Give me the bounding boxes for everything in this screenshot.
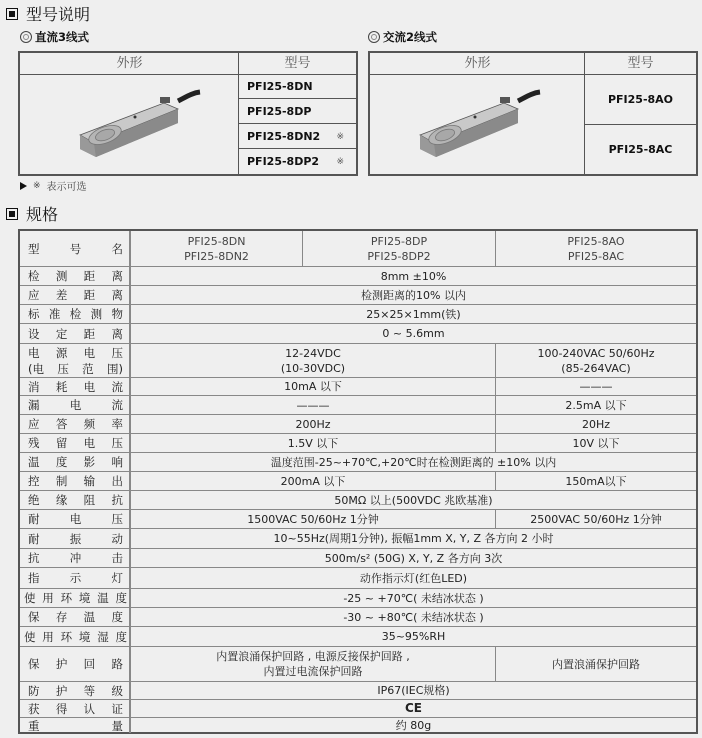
value-cell xyxy=(131,267,696,285)
label-char: 度 xyxy=(115,629,127,644)
label-char: 压 xyxy=(111,436,123,450)
ac-model-table xyxy=(368,51,698,176)
value-cell xyxy=(131,718,696,733)
value-cell xyxy=(131,453,696,471)
label-char: 测 xyxy=(55,269,68,283)
cell-text: IP67(IEC规格) xyxy=(377,684,450,697)
row-label xyxy=(20,510,131,528)
label-char: 率 xyxy=(111,417,123,431)
label-char: 电 xyxy=(69,398,82,412)
header-model-cell xyxy=(302,231,495,266)
label-char: 振 xyxy=(69,531,82,546)
label-char: 应 xyxy=(28,417,40,431)
cell-text: 1500VAC 50/60Hz 1分钟 xyxy=(247,512,379,526)
dc-value-cell xyxy=(131,434,495,452)
label-char: 压 xyxy=(111,345,123,360)
label-line xyxy=(28,361,123,377)
label-char: 电 xyxy=(83,345,96,360)
label-char: 级 xyxy=(111,683,123,698)
cell-text: 动作指示灯(红色LED) xyxy=(359,571,468,585)
cell-text: 50MΩ 以上(500VDC 兆欧基准) xyxy=(334,493,493,507)
label-char: 检 xyxy=(69,307,82,321)
cell-text: 12-24VDC xyxy=(285,346,341,360)
label-char: 检 xyxy=(28,269,40,283)
label-char: 护 xyxy=(55,657,68,671)
spec-row xyxy=(20,472,696,491)
cell-text: 约 80g xyxy=(395,719,432,732)
spec-section-title: 规格 xyxy=(6,202,58,225)
value-cell xyxy=(131,286,696,304)
row-label xyxy=(20,700,131,717)
label-char: 围) xyxy=(106,361,123,376)
label-char: 物 xyxy=(111,307,123,321)
cell-text: PFI25-8AC xyxy=(567,249,625,263)
ac-model-header: 型号 xyxy=(585,53,696,75)
label-char: 定 xyxy=(55,326,68,341)
row-label xyxy=(20,305,131,323)
row-label xyxy=(20,608,131,626)
double-circle-icon xyxy=(20,31,32,43)
spec-row xyxy=(20,491,696,510)
label-char: 缘 xyxy=(55,493,68,507)
spec-row xyxy=(20,305,696,324)
label-char: 抗 xyxy=(111,493,123,507)
label-char: 离 xyxy=(111,269,123,283)
cell-text: 内置浪涌保护回路 , 电源反接保护回路 , xyxy=(216,650,410,663)
row-label xyxy=(20,529,131,548)
label-char: 度 xyxy=(115,591,127,605)
cell-text: 检测距离的10% 以内 xyxy=(361,288,466,302)
label-char: 动 xyxy=(111,531,123,546)
cell-text: ——— xyxy=(296,398,330,412)
row-label xyxy=(20,491,131,509)
square-bullet-icon xyxy=(6,8,18,20)
cell-text: 200Hz xyxy=(295,417,331,431)
cell-text: PFI25-8DN xyxy=(187,234,246,248)
cell-text: -25 ~ +70℃( 未结冰状态 ) xyxy=(343,591,484,605)
value-cell xyxy=(131,682,696,699)
spec-row xyxy=(20,627,696,647)
row-label xyxy=(20,718,131,733)
optional-mark: ※ xyxy=(336,132,344,142)
spec-header-row xyxy=(20,231,696,267)
spec-row xyxy=(20,396,696,415)
label-char: 度 xyxy=(55,455,68,469)
cell-text: 10mA 以下 xyxy=(284,380,342,393)
spec-row xyxy=(20,608,696,627)
ac-subtitle: 交流2线式 xyxy=(368,29,437,45)
square-bullet-icon xyxy=(6,208,18,220)
spec-row xyxy=(20,267,696,286)
label-char: 设 xyxy=(28,326,40,341)
dc-value-cell xyxy=(131,344,495,377)
spec-row xyxy=(20,378,696,396)
spec-row xyxy=(20,700,696,718)
ac-value-cell xyxy=(495,344,696,377)
value-cell xyxy=(131,324,696,343)
cell-text: 25×25×1mm(铁) xyxy=(366,307,461,321)
label-char: 冲 xyxy=(69,551,82,565)
cell-text: 10~55Hz(周期1分钟), 振幅1mm X, Y, Z 各方向 2 小时 xyxy=(273,532,554,545)
ac-value-cell xyxy=(495,434,696,452)
label-char: 等 xyxy=(83,683,96,698)
label-char: 制 xyxy=(55,474,68,488)
cell-text: -30 ~ +80℃( 未结冰状态 ) xyxy=(343,610,484,624)
spec-table xyxy=(18,229,698,734)
label-char: 境 xyxy=(78,591,91,605)
model-section-title: 型号说明 xyxy=(6,2,90,25)
value-cell xyxy=(131,627,696,646)
ac-value-cell xyxy=(495,415,696,433)
row-label xyxy=(20,267,131,285)
model-item: PFI25-8DP2 ※ xyxy=(239,150,356,174)
double-circle-icon xyxy=(368,31,380,43)
label-char: 电 xyxy=(28,345,40,360)
spec-row xyxy=(20,344,696,378)
cell-text: 2.5mA 以下 xyxy=(565,398,627,412)
label-char: 源 xyxy=(55,345,68,360)
ac-value-cell xyxy=(495,472,696,490)
dc-value-cell xyxy=(131,396,495,414)
label-char: 温 xyxy=(28,455,40,469)
label-char: 重 xyxy=(28,718,40,733)
spec-row xyxy=(20,682,696,700)
cell-text: 内置浪涌保护回路 xyxy=(552,657,640,671)
row-label xyxy=(20,378,131,395)
label-char: 湿 xyxy=(97,629,109,644)
label-char: 环 xyxy=(60,591,73,605)
label-char: 量 xyxy=(111,718,123,733)
label-char: 温 xyxy=(97,591,109,605)
label-char: 影 xyxy=(83,455,96,469)
cell-text: 8mm ±10% xyxy=(380,269,447,283)
spec-row xyxy=(20,647,696,682)
label-char: 型 xyxy=(28,241,40,256)
spec-row xyxy=(20,286,696,305)
label-char: 距 xyxy=(83,288,96,302)
label-char: 灯 xyxy=(111,571,123,585)
label-char: 阻 xyxy=(83,493,96,507)
label-char: 得 xyxy=(55,701,68,716)
label-char: 电 xyxy=(69,512,82,526)
label-char: 应 xyxy=(28,288,40,302)
cell-text: ——— xyxy=(579,380,613,393)
row-label xyxy=(20,453,131,471)
dc-model-list xyxy=(239,75,356,174)
label-char: 响 xyxy=(111,455,123,469)
label-char: 用 xyxy=(42,629,54,644)
label-char: 度 xyxy=(111,610,123,624)
value-cell xyxy=(131,305,696,323)
label-char: 用 xyxy=(42,591,54,605)
value-cell xyxy=(131,589,696,607)
row-label xyxy=(20,568,131,588)
ac-shape-header: 外形 xyxy=(370,53,585,75)
cell-text: 150mA以下 xyxy=(565,474,627,488)
value-cell xyxy=(131,568,696,588)
cell-text: 100-240VAC 50/60Hz xyxy=(537,346,655,360)
label-char: (电 xyxy=(28,361,44,376)
label-char: 保 xyxy=(28,610,40,624)
value-cell xyxy=(131,549,696,567)
dc-value-cell xyxy=(131,415,495,433)
model-item: PFI25-8DN xyxy=(239,75,356,99)
row-label xyxy=(20,549,131,567)
value-cell xyxy=(131,608,696,626)
label-char: 流 xyxy=(111,398,123,412)
cell-text: 500m/s² (50G) X, Y, Z 各方向 3次 xyxy=(324,551,503,565)
dc-value-cell xyxy=(131,647,495,681)
row-label xyxy=(20,231,131,266)
label-char: 出 xyxy=(111,474,123,488)
label-char: 频 xyxy=(83,417,96,431)
label-char: 指 xyxy=(28,571,40,585)
label-char: 回 xyxy=(83,657,96,671)
ac-value-cell xyxy=(495,378,696,395)
ac-model-list xyxy=(585,75,696,174)
label-char: 绝 xyxy=(28,493,40,507)
label-line xyxy=(28,345,123,361)
model-item: PFI25-8AC xyxy=(608,143,673,156)
spec-row xyxy=(20,415,696,434)
dc-model-header: 型号 xyxy=(239,53,356,75)
cell-text: 2500VAC 50/60Hz 1分钟 xyxy=(530,512,662,526)
optional-mark: ※ xyxy=(336,157,344,167)
spec-row xyxy=(20,324,696,344)
row-label xyxy=(20,324,131,343)
label-char: 离 xyxy=(111,288,123,302)
spec-row xyxy=(20,453,696,472)
row-label xyxy=(20,682,131,699)
header-model-cell xyxy=(131,231,302,266)
label-char: 压 xyxy=(111,512,123,526)
cell-text: PFI25-8DP xyxy=(370,234,428,248)
row-label xyxy=(20,647,131,681)
cell-text: PFI25-8DP2 xyxy=(367,249,431,263)
label-char: 电 xyxy=(83,436,96,450)
label-char: 环 xyxy=(60,629,73,644)
proximity-sensor-icon xyxy=(400,83,550,163)
label-char: 护 xyxy=(55,683,68,698)
dc-shape-header: 外形 xyxy=(20,53,239,75)
row-label xyxy=(20,589,131,607)
optional-note: ※ 表示可选 xyxy=(20,178,87,193)
label-char: 标 xyxy=(28,307,40,321)
model-item: PFI25-8AO xyxy=(585,75,696,125)
label-char: 输 xyxy=(83,474,96,488)
ac-value-cell xyxy=(495,396,696,414)
label-char: 获 xyxy=(28,701,40,716)
header-model-cell xyxy=(495,231,696,266)
spec-row xyxy=(20,510,696,529)
label-char: 温 xyxy=(83,610,96,624)
spec-row xyxy=(20,589,696,608)
label-char: 压 xyxy=(57,361,69,376)
label-char: 击 xyxy=(111,551,123,565)
label-char: 离 xyxy=(111,326,123,341)
row-label xyxy=(20,627,131,646)
ac-value-cell xyxy=(495,647,696,681)
dc-value-cell xyxy=(131,378,495,395)
label-char: 证 xyxy=(111,701,123,716)
row-label xyxy=(20,434,131,452)
proximity-sensor-icon xyxy=(60,83,210,163)
dc-value-cell xyxy=(131,472,495,490)
model-item: PFI25-8DN2 ※ xyxy=(239,125,356,149)
cell-text: 200mA 以下 xyxy=(280,474,346,488)
label-char: 抗 xyxy=(28,551,40,565)
label-char: 残 xyxy=(28,436,40,450)
label-char: 漏 xyxy=(28,398,40,412)
cell-text: 温度范围-25~+70℃,+20℃时在检测距离的 ±10% 以内 xyxy=(270,455,557,469)
label-char: 认 xyxy=(83,701,96,716)
triangle-bullet-icon xyxy=(20,182,27,190)
dc-product-image xyxy=(60,83,210,163)
cell-text: PFI25-8DN2 xyxy=(184,249,249,263)
value-cell xyxy=(131,529,696,548)
label-char: 号 xyxy=(69,241,82,256)
cell-text: 内置过电流保护回路 xyxy=(263,665,363,678)
cell-text: 1.5V 以下 xyxy=(287,436,339,450)
cell-text: (10-30VDC) xyxy=(280,361,346,375)
label-char: 耐 xyxy=(28,512,40,526)
label-char: 保 xyxy=(28,657,40,671)
label-char: 距 xyxy=(83,269,96,283)
spec-row xyxy=(20,529,696,549)
label-char: 使 xyxy=(24,629,36,644)
label-char: 使 xyxy=(24,591,36,605)
label-char: 留 xyxy=(55,436,68,450)
label-char: 范 xyxy=(82,361,94,376)
spec-row xyxy=(20,568,696,589)
label-char: 差 xyxy=(55,288,68,302)
label-char: 流 xyxy=(111,379,123,394)
ac-value-cell xyxy=(495,510,696,528)
label-char: 名 xyxy=(111,241,123,256)
cell-text: 0 ~ 5.6mm xyxy=(382,327,445,340)
value-cell xyxy=(131,491,696,509)
label-char: 防 xyxy=(28,683,40,698)
label-char: 耗 xyxy=(55,379,68,394)
cell-text: (85-264VAC) xyxy=(561,361,631,375)
label-char: 示 xyxy=(69,571,82,585)
model-item: PFI25-8DP xyxy=(239,100,356,124)
row-label xyxy=(20,396,131,414)
cell-text: 35~95%RH xyxy=(381,630,446,643)
row-label xyxy=(20,344,131,377)
spec-row xyxy=(20,549,696,568)
label-char: 测 xyxy=(90,307,103,321)
label-char: 路 xyxy=(111,657,123,671)
cell-text: 10V 以下 xyxy=(572,436,620,450)
dc-subtitle: 直流3线式 xyxy=(20,29,89,45)
label-char: 耐 xyxy=(28,531,40,546)
row-label xyxy=(20,415,131,433)
label-char: 存 xyxy=(55,610,68,624)
spec-row xyxy=(20,718,696,733)
value-cell xyxy=(131,700,696,717)
row-label xyxy=(20,286,131,304)
ce-mark: CE xyxy=(404,701,422,715)
label-char: 准 xyxy=(48,307,61,321)
label-char: 控 xyxy=(28,474,40,488)
spec-row xyxy=(20,434,696,453)
cell-text: 20Hz xyxy=(581,417,611,431)
label-char: 消 xyxy=(28,379,40,394)
label-char: 答 xyxy=(55,417,68,431)
cell-text: PFI25-8AO xyxy=(567,234,625,248)
row-label xyxy=(20,472,131,490)
ac-product-image xyxy=(400,83,550,163)
label-char: 电 xyxy=(83,379,96,394)
dc-value-cell xyxy=(131,510,495,528)
label-char: 境 xyxy=(78,629,91,644)
dc-model-table xyxy=(18,51,358,176)
label-char: 距 xyxy=(83,326,96,341)
